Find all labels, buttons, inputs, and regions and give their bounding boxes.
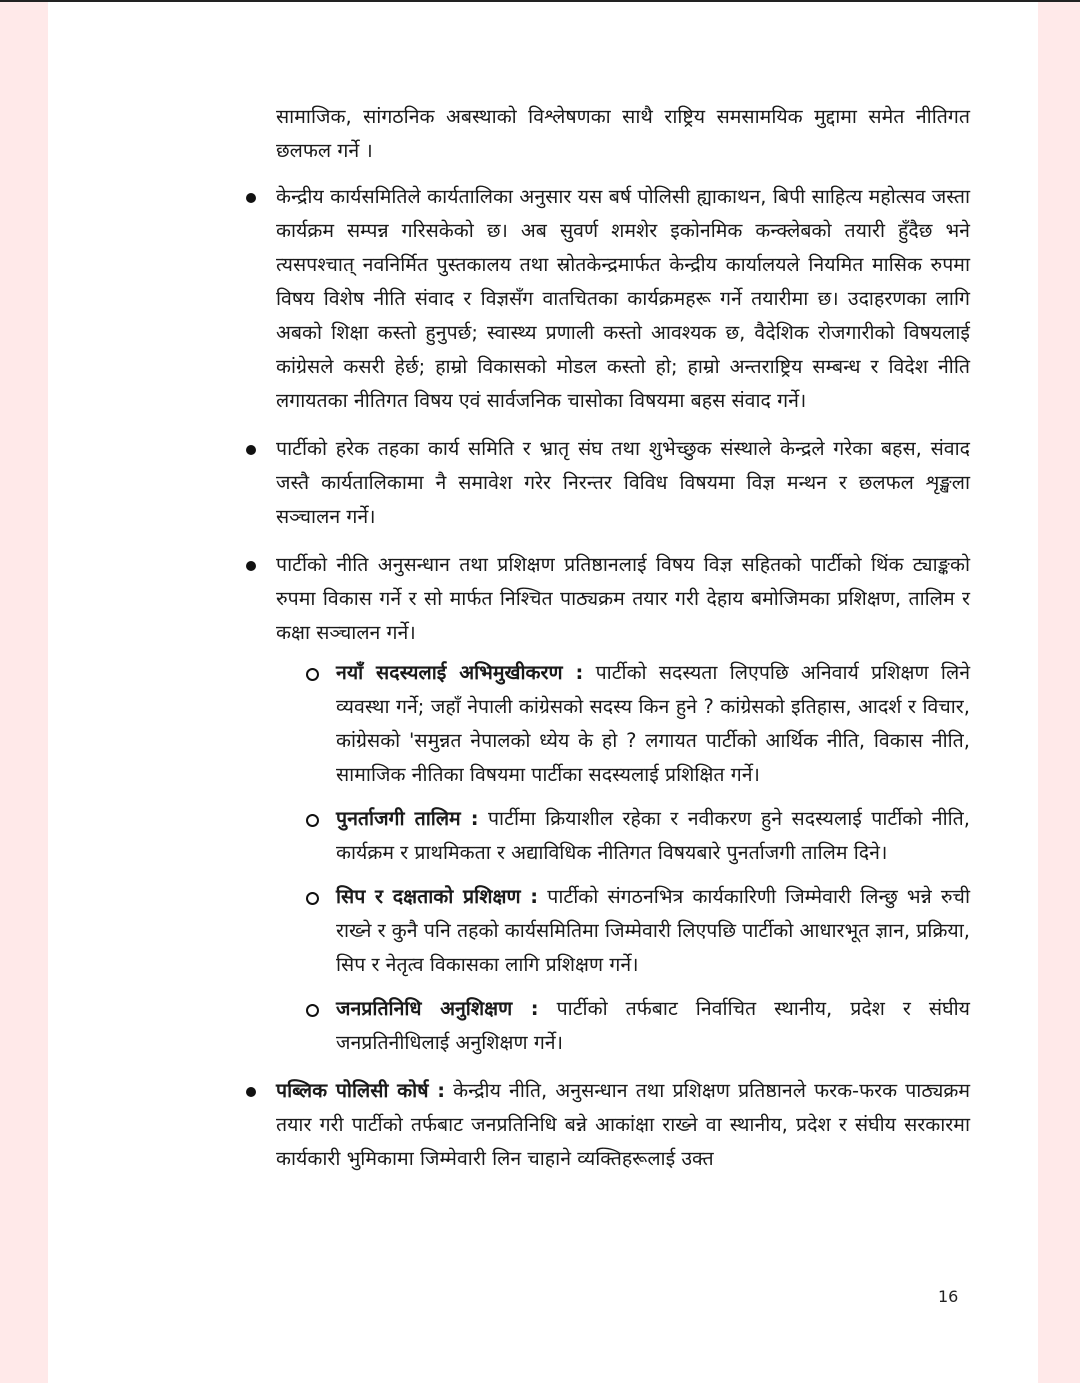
sub-item-refresher-training xyxy=(228,802,970,870)
circle-bullet-icon xyxy=(306,814,319,827)
sub-item-title: नयाँ सदस्यलाई अभिमुखीकरण : xyxy=(336,661,584,684)
bullet-item-public-policy xyxy=(228,1074,970,1176)
sub-item-skill-training xyxy=(228,880,970,982)
sub-item-title: जनप्रतिनिधि अनुशिक्षण : xyxy=(336,997,539,1020)
bullet-item-2 xyxy=(228,432,970,534)
sub-item-text: पार्टीको संगठनभित्र कार्यकारिणी जिम्मेवारी लिन्छु भन्ने रुची राख्ने र कुनै पनि तहको कार्यसमितिमा जिम्मेवारी लिएपछि पार्टीको आधारभूत ज्ञान, प्रक्रिया, सिप र नेतृत्व विकासका लागि प्रशिक्षण गर्ने। xyxy=(336,885,970,976)
page-content xyxy=(228,100,970,1190)
bullet-text: केन्द्रीय कार्यसमितिले कार्यतालिका अनुसार यस बर्ष पोलिसी ह्याकाथन, बिपी साहित्य महोत्सव जस्ता कार्यक्रम सम्पन्न गरिसकेको छ। अब सुवर्ण शमशेर इकोनमिक कन्क्लेबको तयारी हुँदैछ भने त्यसपश्चात् नवनिर्मित पुस्तकालय तथा स्रोतकेन्द्रमार्फत केन्द्रीय कार्यालयले नियमित मासिक रुपमा विषय विशेष नीति संवाद र विज्ञसँग वातचितका कार्यक्रमहरू गर्ने तयारीमा छ। उदाहरणका लागि अबको शिक्षा कस्तो हुनुपर्छ; स्वास्थ्य प्रणाली कस्तो आवश्यक छ, वैदेशिक रोजगारीको विषयलाई कांग्रेसले कसरी हेर्छ; हाम्रो विकासको मोडल कस्तो हो; हाम्रो अन्तराष्ट्रिय सम्बन्ध र विदेश नीति लगायतका नीतिगत विषय एवं सार्वजनिक चासोका विषयमा बहस संवाद गर्ने। xyxy=(276,185,970,412)
circle-bullet-icon xyxy=(306,1004,319,1017)
circle-bullet-icon xyxy=(306,892,319,905)
bullet-text: पार्टीको नीति अनुसन्धान तथा प्रशिक्षण प्रतिष्ठानलाई विषय विज्ञ सहितको पार्टीको थिंक ट्याङ्कको रुपमा विकास गर्ने र सो मार्फत निश्चित पाठ्यक्रम तयार गरी देहाय बमोजिमका प्रशिक्षण, तालिम र कक्षा सञ्चालन गर्ने। xyxy=(276,553,970,644)
bullet-title: पब्लिक पोलिसी कोर्ष : xyxy=(276,1079,446,1102)
lead-paragraph: सामाजिक, सांगठनिक अबस्थाको विश्लेषणका साथै राष्ट्रिय समसामयिक मुद्दामा समेत नीतिगत छलफल गर्ने । xyxy=(276,105,970,162)
bullet-dot-icon xyxy=(246,1087,256,1097)
sub-item-orientation xyxy=(228,656,970,792)
bullet-dot-icon xyxy=(246,193,256,203)
bullet-dot-icon xyxy=(246,445,256,455)
sub-item-text: पार्टीको सदस्यता लिएपछि अनिवार्य प्रशिक्षण लिने व्यवस्था गर्ने; जहाँ नेपाली कांग्रेसको सदस्य किन हुने ? कांग्रेसको इतिहास, आदर्श र विचार, कांग्रेसको 'समुन्नत नेपालको ध्येय के हो ? लगायत पार्टीको आर्थिक नीति, विकास नीति, सामाजिक नीतिका विषयमा पार्टीका सदस्यलाई प्रशिक्षित गर्ने। xyxy=(336,661,971,786)
page-number: 16 xyxy=(938,1287,959,1306)
sub-item-text: पार्टीको तर्फबाट निर्वाचित स्थानीय, प्रदेश र संघीय जनप्रतिनीधिलाई अनुशिक्षण गर्ने। xyxy=(336,997,970,1054)
bullet-dot-icon xyxy=(246,561,256,571)
bullet-text: पार्टीको हरेक तहका कार्य समिति र भ्रातृ संघ तथा शुभेच्छुक संस्थाले केन्द्रले गरेका बहस, संवाद जस्तै कार्यतालिकामा नै समावेश गरेर निरन्तर विविध विषयमा विज्ञ मन्थन र छलफल शृङ्खला सञ्चालन गर्ने। xyxy=(276,437,970,528)
bullet-item-1 xyxy=(228,180,970,418)
circle-bullet-icon xyxy=(306,668,319,681)
document-page xyxy=(48,2,1038,1383)
sub-item-text: पार्टीमा क्रियाशील रहेका र नवीकरण हुने सदस्यलाई पार्टीको नीति, कार्यक्रम र प्राथमिकता र अद्याविधिक नीतिगत विषयबारे पुनर्ताजगी तालिम दिने। xyxy=(336,807,970,864)
sub-item-title: पुनर्ताजगी तालिम : xyxy=(336,807,479,830)
sub-item-title: सिप र दक्षताको प्रशिक्षण : xyxy=(336,885,539,908)
sub-item-representative-training xyxy=(228,992,970,1060)
bullet-text: केन्द्रीय नीति, अनुसन्धान तथा प्रशिक्षण प्रतिष्ठानले फरक-फरक पाठ्यक्रम तयार गरी पार्टीको तर्फबाट जनप्रतिनिधि बन्ने आकांक्षा राख्ने वा स्थानीय, प्रदेश र संघीय सरकारमा कार्यकारी भुमिकामा जिम्मेवारी लिन चाहाने व्यक्तिहरूलाई उक्त xyxy=(276,1079,970,1170)
bullet-item-3 xyxy=(228,548,970,650)
